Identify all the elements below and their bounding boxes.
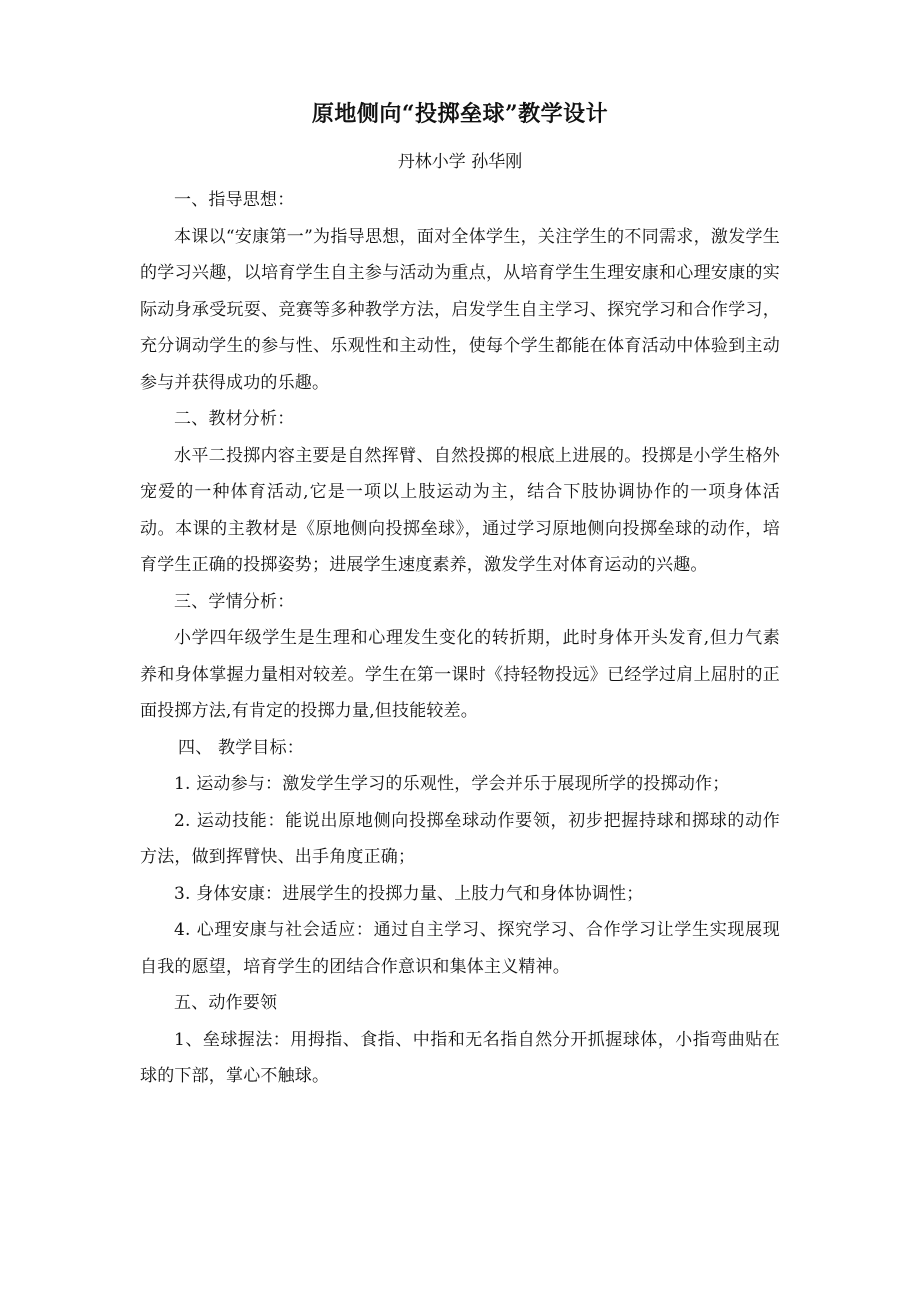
section-heading-learner-analysis: 三、学情分析： [174,591,295,612]
goal-item-participation: 1. 运动参与：激发学生学习的乐观性，学会并乐于展现所学的投掷动作； [174,774,730,794]
document-body [140,182,780,1095]
paragraph-learner-analysis: 小学四年级学生是生理和心理发生变化的转折期，此时身体开头发育,但力气素养和身体掌握力量相对较差。学生在第一课时《持轻物投远》已经学过肩上屈肘的正面投掷方法,有肯定的投掷力量,但技能较差。 [140,628,780,721]
section-heading-teaching-goals: 四、 教学目标： [178,737,305,758]
goal-item-skills: 2. 运动技能：能说出原地侧向投掷垒球动作要领，初步把握持球和掷球的动作方法，做到挥臂快、出手角度正确； [140,810,780,867]
movement-item-grip: 1、垒球握法：用拇指、食指、中指和无名指自然分开抓握球体，小指弯曲贴在球的下部，掌心不触球。 [140,1029,780,1086]
section-heading-material-analysis: 二、教材分析： [174,409,295,429]
paragraph-guiding-idea: 本课以“安康第一”为指导思想，面对全体学生，关注学生的不同需求，激发学生的学习兴趣，以培育学生自主参与活动为重点，从培育学生生理安康和心理安康的实际动身承受玩耍、竞赛等多种教学方法，启发学生自主学习、探究学习和合作学习，充分调动学生的参与性、乐观性和主动性，使每个学生都能在体育活动中体验到主动参与并获得成功的乐趣。 [140,226,780,393]
paragraph-material-analysis: 水平二投掷内容主要是自然挥臂、自然投掷的根底上进展的。投掷是小学生格外宠爱的一种体育活动,它是一项以上肢运动为主，结合下肢协调协作的一项身体活动。本课的主教材是《原地侧向投掷垒球》，通过学习原地侧向投掷垒球的动作，培育学生正确的投掷姿势；进展学生速度素养，激发学生对体育运动的兴趣。 [140,445,780,575]
goal-item-social: 4. 心理安康与社会适应：通过自主学习、探究学习、合作学习让学生实现展现自我的愿望，培育学生的团结合作意识和集体主义精神。 [140,920,780,977]
section-heading-guiding-idea: 一、指导思想： [174,190,295,210]
goal-item-health: 3. 身体安康：进展学生的投掷力量、上肢力气和身体协调性； [174,883,644,904]
document-title: 原地侧向“投掷垒球”教学设计 [311,101,609,127]
section-heading-movement-essentials: 五、动作要领 [174,993,278,1013]
document-author: 丹林小学 孙华刚 [397,152,523,172]
